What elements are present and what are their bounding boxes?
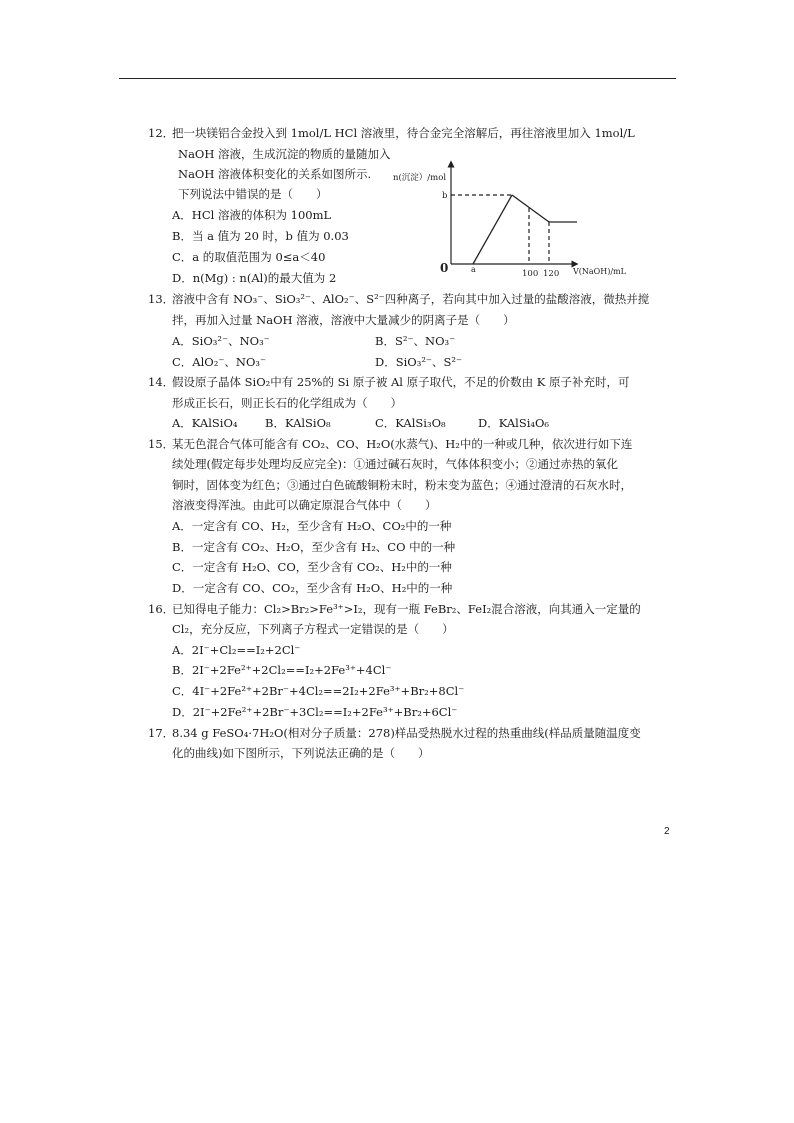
graph-falling-segment xyxy=(512,195,549,222)
q14-number: 14． xyxy=(148,375,175,389)
q13-option-d: D．SiO₃²⁻、S²⁻ xyxy=(375,355,463,369)
q15-stem-line-2: 续处理(假定每步处理均反应完全)：①通过碱石灰时，气体体积变小；②通过赤热的氧化 xyxy=(172,457,618,471)
q17-number: 17． xyxy=(148,726,175,740)
q12-number: 12． xyxy=(148,126,175,140)
q16-stem-line-2: Cl₂，充分反应，下列离子方程式一定错误的是（ ） xyxy=(172,622,454,636)
q17-stem-line-2: 化的曲线)如下图所示，下列说法正确的是（ ） xyxy=(172,746,430,760)
q17-stem-line-1: 8.34 g FeSO₄·7H₂O(相对分子质量：278)样品受热脱水过程的热重曲线(样品质量随温度变 xyxy=(172,726,641,740)
q13-stem-line-1: 溶液中含有 NO₃⁻、SiO₃²⁻、AlO₂⁻、S²⁻四种离子，若向其中加入过量的盐酸溶液，微热并搅 xyxy=(172,292,650,306)
q15-stem-line-1: 某无色混合气体可能含有 CO₂、CO、H₂O(水蒸气)、H₂中的一种或几种，依次进行如下连 xyxy=(172,437,633,451)
q13-number: 13． xyxy=(148,292,175,306)
q12-option-d: D．n(Mg) : n(Al)的最大值为 2 xyxy=(172,271,337,285)
q14-stem-line-1: 假设原子晶体 SiO₂中有 25%的 Si 原子被 Al 原子取代，不足的价数由 K 原子补充时，可 xyxy=(172,375,630,389)
q15-option-b: B．一定含有 CO₂、H₂O，至少含有 H₂、CO 中的一种 xyxy=(172,540,456,554)
graph-a-label: a xyxy=(471,265,476,274)
q16-option-a: A．2I⁻+Cl₂==I₂+2Cl⁻ xyxy=(172,643,301,657)
q13-option-b: B．S²⁻、NO₃⁻ xyxy=(375,334,456,348)
q16-stem-line-1: 已知得电子能力：Cl₂>Br₂>Fe³⁺>I₂，现有一瓶 FeBr₂、FeI₂混合溶液，向其通入一定量的 xyxy=(172,602,641,616)
graph-tick-100: 100 xyxy=(522,269,539,279)
q15-number: 15． xyxy=(148,437,175,451)
q16-option-d: D．2I⁻+2Fe²⁺+2Br⁻+3Cl₂==I₂+2Fe³⁺+Br₂+6Cl⁻ xyxy=(172,705,458,719)
q12-option-b: B．当 a 值为 20 时，b 值为 0.03 xyxy=(172,229,349,243)
q15-stem-line-4: 溶液变得浑浊。由此可以确定原混合气体中（ ） xyxy=(172,498,437,512)
q14-option-a: A．KAlSiO₄ xyxy=(172,416,238,430)
q14-option-c: C．KAlSi₃O₈ xyxy=(375,416,446,430)
graph-y-axis-label: n(沉淀）/mol xyxy=(393,173,447,183)
q12-precipitate-graph xyxy=(385,160,645,280)
q15-option-d: D．一定含有 CO、CO₂，至少含有 H₂O、H₂中的一种 xyxy=(172,581,453,595)
q13-stem-line-2: 拌，再加入过量 NaOH 溶液，溶液中大量减少的阴离子是（ ） xyxy=(172,313,515,327)
q16-option-c: C．4I⁻+2Fe²⁺+2Br⁻+4Cl₂==2I₂+2Fe³⁺+Br₂+8Cl⁻ xyxy=(172,684,465,698)
header-rule xyxy=(119,78,676,79)
q14-stem-line-2: 形成正长石，则正长石的化学组成为（ ） xyxy=(172,396,402,410)
page-number: 2 xyxy=(664,826,670,837)
graph-rising-segment xyxy=(473,195,512,264)
q16-option-b: B．2I⁻+2Fe²⁺+2Cl₂==I₂+2Fe³⁺+4Cl⁻ xyxy=(172,663,392,677)
q15-option-a: A．一定含有 CO、H₂，至少含有 H₂O、CO₂中的一种 xyxy=(172,519,452,533)
q12-stem-line-1: 把一块镁铝合金投入到 1mol/L HCl 溶液里，待合金完全溶解后，再往溶液里加入 1mol/L xyxy=(172,126,635,140)
q12-option-c: C．a 的取值范围为 0≤a＜40 xyxy=(172,250,326,264)
graph-x-axis-label: V(NaOH)/mL xyxy=(573,267,626,276)
q12-option-a: A．HCl 溶液的体积为 100mL xyxy=(172,208,332,222)
graph-origin-label: 0 xyxy=(440,261,449,275)
graph-tick-120: 120 xyxy=(543,269,560,279)
q12-stem-line-2: NaOH 溶液，生成沉淀的物质的量随加入 xyxy=(178,147,391,161)
q13-option-a: A．SiO₃²⁻、NO₃⁻ xyxy=(172,334,270,348)
q12-stem-line-3: NaOH 溶液体积变化的关系如图所示. xyxy=(178,167,372,181)
q14-option-b: B．KAlSiO₈ xyxy=(265,416,331,430)
q13-option-c: C．AlO₂⁻、NO₃⁻ xyxy=(172,355,267,369)
q15-stem-line-3: 铜时，固体变为红色；③通过白色硫酸铜粉末时，粉末变为蓝色；④通过澄清的石灰水时， xyxy=(172,478,632,492)
graph-b-label: b xyxy=(442,191,448,201)
q12-stem-line-4: 下列说法中错误的是（ ） xyxy=(178,187,328,201)
q15-option-c: C．一定含有 H₂O、CO，至少含有 CO₂、H₂中的一种 xyxy=(172,560,452,574)
q16-number: 16． xyxy=(148,602,175,616)
q14-option-d: D．KAlSi₄O₆ xyxy=(478,416,550,430)
